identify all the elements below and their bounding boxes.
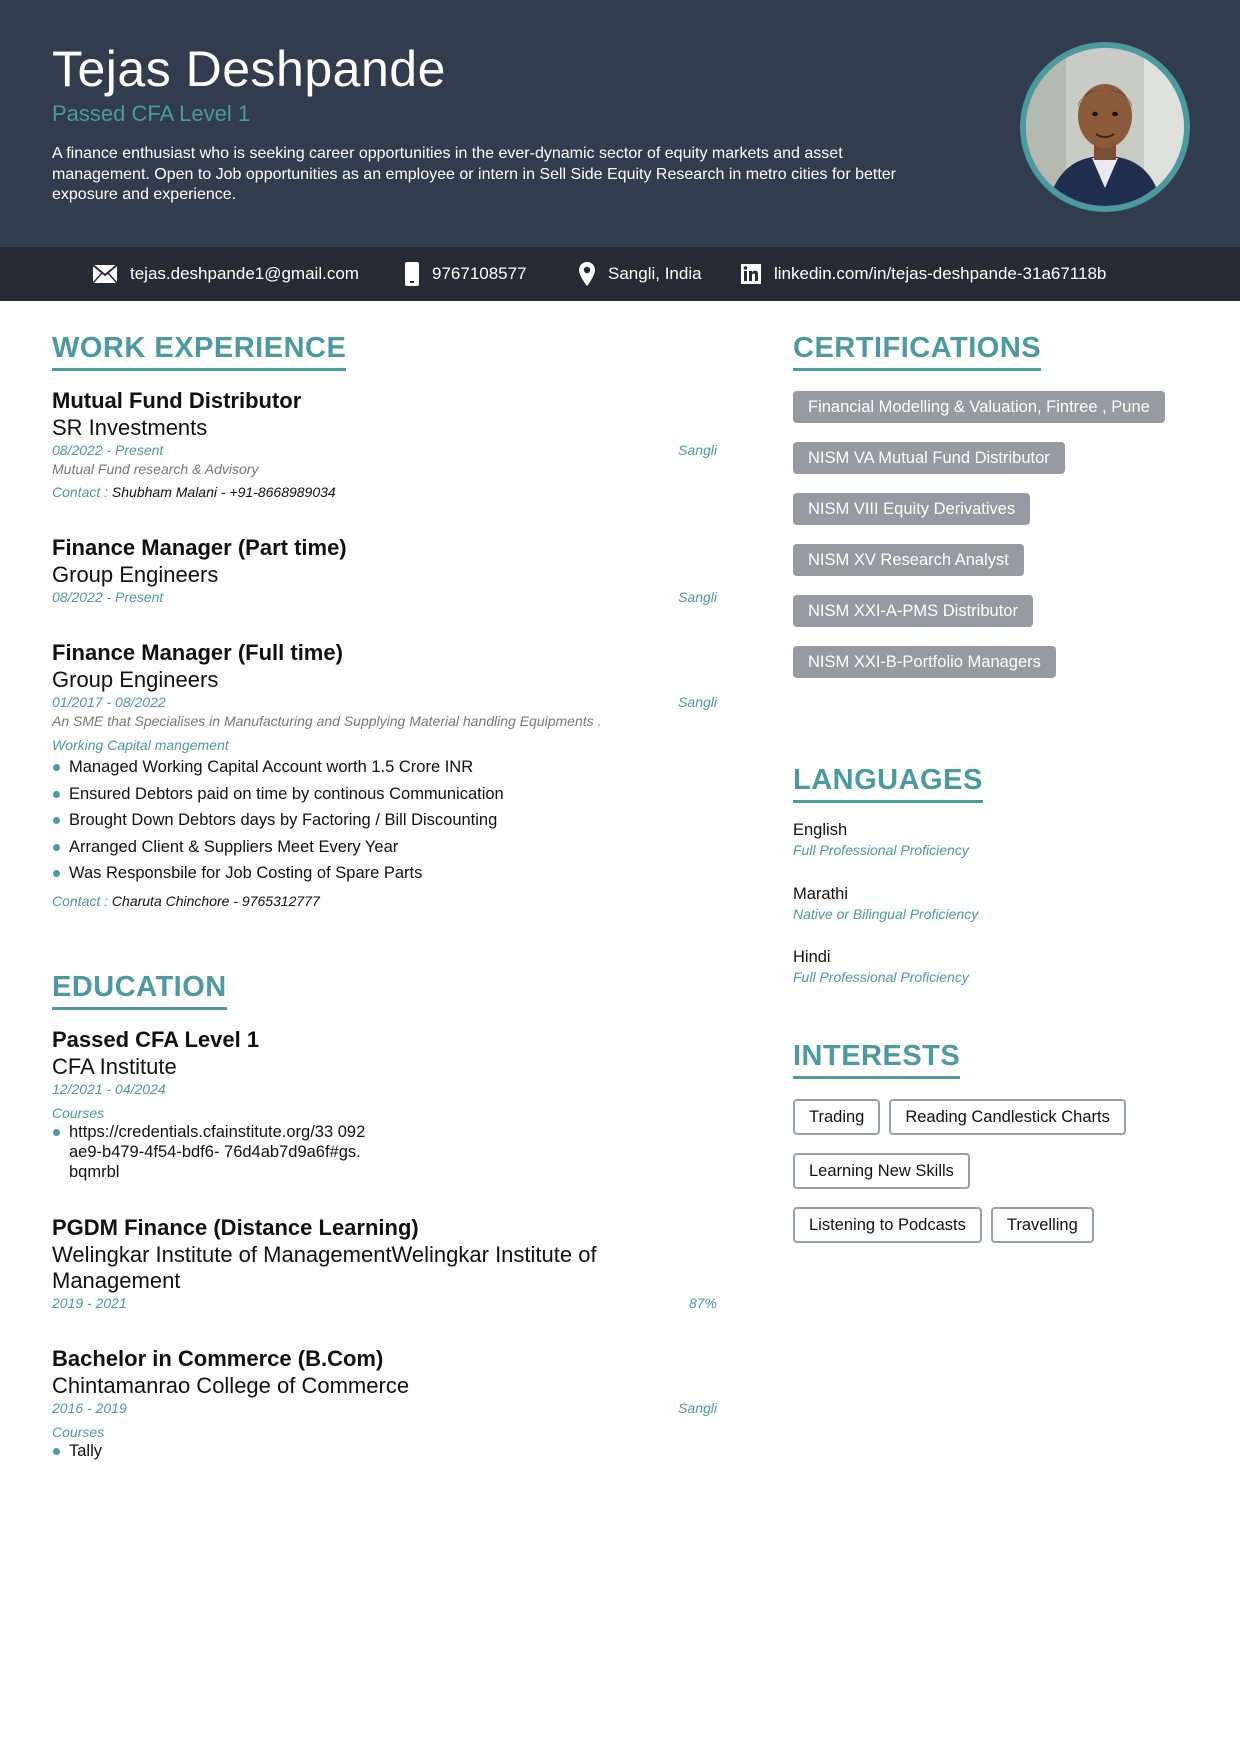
school-name: Chintamanrao College of Commerce <box>52 1372 410 1398</box>
language-level: Native or Bilingual Proficiency <box>793 906 979 922</box>
education-heading: EDUCATION <box>52 969 227 1010</box>
job-meta <box>52 693 717 712</box>
candidate-name: Tejas Deshpande <box>52 41 446 97</box>
contact-phone[interactable] <box>404 247 527 301</box>
courses-label: Courses <box>52 1104 105 1121</box>
certifications-list <box>793 391 1193 697</box>
language-level: Full Professional Proficiency <box>793 842 969 858</box>
language-item <box>793 883 1193 946</box>
languages-heading: LANGUAGES <box>793 762 983 803</box>
language-item <box>793 819 1193 883</box>
education-entry <box>52 1345 717 1461</box>
job-location: Sangli <box>678 694 717 710</box>
education-location: Sangli <box>678 1399 717 1416</box>
degree-title: Passed CFA Level 1 <box>52 1026 260 1052</box>
headline: Passed CFA Level 1 <box>52 101 251 126</box>
location-text: Sangli, India <box>608 264 702 283</box>
list-item: https://credentials.cfainstitute.org/33 092ae9-b479-4f54-bdf6- 76d4ab7d9a6f#gs.bqmrbl <box>52 1122 369 1182</box>
work-experience-heading: WORK EXPERIENCE <box>52 330 346 371</box>
reference-contact <box>52 891 717 911</box>
education-dates: 2019 - 2021 <box>52 1294 127 1311</box>
education-meta <box>52 1080 717 1099</box>
languages-list <box>793 819 1193 986</box>
contact-location <box>578 247 702 301</box>
profile-photo <box>1020 42 1190 212</box>
work-entry <box>52 387 717 502</box>
reference-contact <box>52 482 717 502</box>
list-item: Ensured Debtors paid on time by continous Communication <box>52 781 717 808</box>
language-item <box>793 946 1193 986</box>
email-icon <box>92 264 118 284</box>
certification-tag: NISM VIII Equity Derivatives <box>793 493 1030 525</box>
interest-tag: Trading <box>793 1099 880 1135</box>
job-meta <box>52 441 717 460</box>
courses-list <box>52 1441 717 1461</box>
job-title: Mutual Fund Distributor <box>52 388 302 413</box>
education-dates: 2016 - 2019 <box>52 1399 127 1416</box>
school-name: Welingkar Institute of ManagementWelingkar Institute of Management <box>52 1241 597 1293</box>
certification-tag: NISM XXI-B-Portfolio Managers <box>793 646 1056 678</box>
right-column <box>793 330 1193 1261</box>
contact-value: Shubham Malani - +91-8668989034 <box>111 484 336 500</box>
summary: A finance enthusiast who is seeking career opportunities in the ever-dynamic sector of equity markets and asset management. Open to Job opportunities as an employee or intern in Sell Side Equity Research in metro cities for better exposure and experience. <box>52 145 897 203</box>
education-grade: 87% <box>688 1294 717 1311</box>
contact-email[interactable] <box>92 247 359 301</box>
contact-bar <box>0 247 1240 301</box>
work-entry <box>52 534 717 607</box>
education-entry <box>52 1026 717 1182</box>
interest-tag: Listening to Podcasts <box>793 1207 982 1243</box>
email-text: tejas.deshpande1@gmail.com <box>130 264 359 283</box>
courses-label: Courses <box>52 1423 105 1440</box>
education-meta <box>52 1399 717 1418</box>
language-name: English <box>793 821 848 839</box>
certification-tag: NISM VA Mutual Fund Distributor <box>793 442 1065 474</box>
degree-title: PGDM Finance (Distance Learning) <box>52 1214 419 1240</box>
language-name: Hindi <box>793 948 831 966</box>
phone-icon <box>404 261 420 287</box>
contact-label: Contact : <box>52 892 109 909</box>
list-item: Arranged Client & Suppliers Meet Every Year <box>52 834 717 861</box>
interests-heading: INTERESTS <box>793 1038 960 1079</box>
job-meta <box>52 588 717 607</box>
job-dates: 01/2017 - 08/2022 <box>52 694 166 710</box>
job-dates: 08/2022 - Present <box>52 589 164 605</box>
linkedin-icon <box>740 263 762 285</box>
phone-text: 9767108577 <box>432 264 527 283</box>
education-entry <box>52 1214 717 1313</box>
certification-tag: Financial Modelling & Valuation, Fintree , Pune <box>793 391 1165 423</box>
company-description: An SME that Specialises in Manufacturing and Supplying Material handling Equipments . <box>52 713 602 729</box>
interests-list <box>793 1099 1193 1261</box>
location-pin-icon <box>578 261 596 287</box>
company-description: Mutual Fund research & Advisory <box>52 461 259 477</box>
certification-tag: NISM XV Research Analyst <box>793 544 1024 576</box>
linkedin-text: linkedin.com/in/tejas-deshpande-31a67118b <box>774 264 1107 283</box>
language-level: Full Professional Proficiency <box>793 969 969 985</box>
job-location: Sangli <box>678 442 717 458</box>
company-name: Group Engineers <box>52 562 219 587</box>
job-title: Finance Manager (Full time) <box>52 640 343 665</box>
company-name: SR Investments <box>52 415 208 440</box>
contact-label: Contact : <box>52 484 109 500</box>
job-dates: 08/2022 - Present <box>52 442 164 458</box>
work-entry <box>52 639 717 911</box>
header <box>0 0 1240 247</box>
certification-tag: NISM XXI-A-PMS Distributor <box>793 595 1033 627</box>
degree-title: Bachelor in Commerce (B.Com) <box>52 1345 384 1371</box>
contact-value: Charuta Chinchore - 9765312777 <box>111 892 320 909</box>
education-meta <box>52 1294 717 1313</box>
achievements-label: Working Capital mangement <box>52 737 229 753</box>
left-column <box>52 330 717 1461</box>
interest-tag: Travelling <box>991 1207 1094 1243</box>
job-title: Finance Manager (Part time) <box>52 535 347 560</box>
company-name: Group Engineers <box>52 667 219 692</box>
education-dates: 12/2021 - 04/2024 <box>52 1080 166 1097</box>
school-name: CFA Institute <box>52 1053 177 1079</box>
job-location: Sangli <box>678 589 717 605</box>
certifications-heading: CERTIFICATIONS <box>793 330 1041 371</box>
list-item: Tally <box>52 1441 717 1461</box>
person-photo-icon <box>1026 48 1184 206</box>
list-item: Was Responsbile for Job Costing of Spare Parts <box>52 860 717 887</box>
language-name: Marathi <box>793 885 849 903</box>
list-item: Brought Down Debtors days by Factoring / Bill Discounting <box>52 807 717 834</box>
courses-list <box>52 1122 717 1182</box>
contact-linkedin[interactable] <box>740 247 1106 301</box>
interest-tag: Learning New Skills <box>793 1153 970 1189</box>
list-item: Managed Working Capital Account worth 1.5 Crore INR <box>52 754 717 781</box>
interest-tag: Reading Candlestick Charts <box>889 1099 1126 1135</box>
achievements-list <box>52 754 717 887</box>
